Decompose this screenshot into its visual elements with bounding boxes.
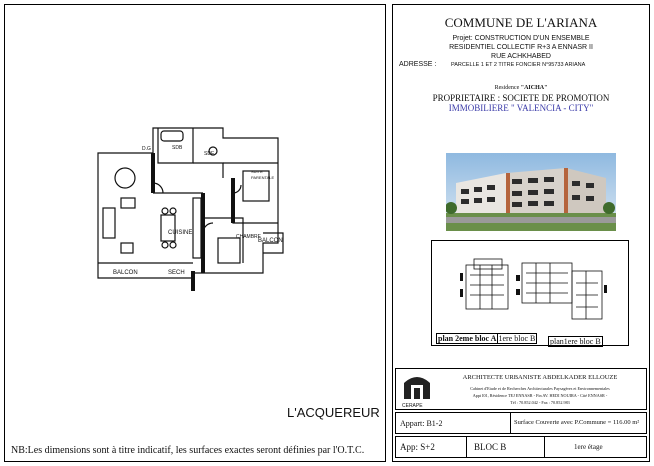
- projet-line-3: RUE ACHKHABED: [491, 53, 551, 60]
- etage-label: 1ere étage: [574, 443, 603, 451]
- surface-label: Surface Couverte avec P.Commune = 116.00 m²: [514, 419, 640, 426]
- site-plan-label-c: plan1ere bloc B: [550, 337, 601, 346]
- room-label-cuisine: CUISINE: [168, 230, 193, 236]
- cerape-logo-icon: [400, 373, 434, 403]
- room-label-sde: SDE: [204, 151, 215, 157]
- architect-line-2: Appt I01, Résidence TEJ ENNASR - Fin AV. HEDI NOUIRA - Cité ENNASR -: [472, 393, 608, 398]
- title-panel: [392, 4, 650, 462]
- bloc-label: BLOC B: [474, 442, 507, 452]
- room-label-sech: SECH: [168, 270, 185, 276]
- room-label-balcon-bottom: BALCON: [113, 270, 138, 276]
- disclaimer-note: NB:Les dimensions sont à titre indicatif, les surfaces exactes seront définies par l'O.T.C.: [11, 445, 365, 456]
- proprietaire-line: PROPRIETAIRE : SOCIETE DE PROMOTION: [432, 93, 610, 103]
- projet-line-1: Projet: CONSTRUCTION D'UN ENSEMBLE: [452, 35, 590, 42]
- parcelle-line: PARCELLE 1 ET 2 TITRE FONCIER N°95733 ARIANA: [451, 62, 586, 68]
- room-label-sdb: SDB: [172, 145, 183, 151]
- architect-box: [395, 368, 647, 410]
- app-type-label: App: S+2: [400, 442, 435, 452]
- appart-label: Appart: B1-2: [400, 419, 443, 428]
- info-divider-2: [466, 437, 467, 457]
- site-plan-label-b-text: 1ere bloc B: [498, 334, 536, 343]
- residence-name: "AICHA": [520, 85, 548, 91]
- residence-label: Residence: [494, 85, 520, 91]
- room-label-chambre: CHAMBRE: [236, 234, 262, 240]
- commune-title: COMMUNE DE L'ARIANA: [444, 15, 598, 30]
- room-label-suite-parentale: SUITE PARENTALE: [251, 169, 275, 180]
- info-divider-3: [544, 437, 545, 457]
- projet-line-2: RESIDENTIEL COLLECTIF R+3 A ENNASR II: [449, 44, 593, 51]
- architect-line-1: Cabinet d'Etude et de Recherches Architecturales Paysagères et Environnementales: [470, 386, 610, 391]
- architect-title: ARCHITECTE URBANISTE ABDELKADER ELLOUZE: [462, 374, 618, 381]
- architect-line-3: Tél : 70.852.042 - Fax : 70.852.983: [510, 400, 570, 405]
- immobiliere-line: IMMOBILIERE " VALENCIA - CITY": [448, 103, 594, 113]
- info-row-1: [395, 412, 647, 434]
- building-render: [446, 153, 616, 231]
- acquereur-label: L'ACQUEREUR: [287, 405, 380, 420]
- info-row-2: [395, 436, 647, 458]
- floor-plan-drawing: [93, 123, 293, 303]
- site-plan-drawing: [460, 255, 610, 321]
- info-divider-1: [510, 413, 511, 433]
- site-plan-label-a-text: plan 2eme bloc A: [438, 334, 497, 343]
- residence-line: [393, 85, 649, 91]
- cerape-logo-text: CERAPE: [402, 403, 423, 409]
- adresse-label: ADRESSE :: [399, 61, 437, 68]
- plan-panel: [4, 4, 386, 462]
- site-plan-box: [431, 240, 629, 346]
- room-label-dg: D.G: [142, 146, 151, 152]
- site-plan-label-a: [436, 333, 537, 344]
- room-label-balcon-right: BALCON: [258, 238, 283, 244]
